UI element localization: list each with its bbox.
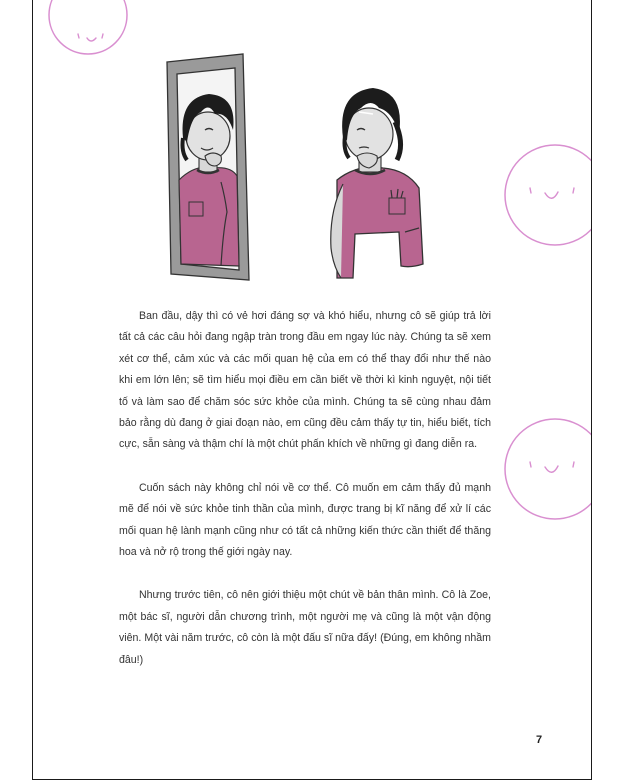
paragraph-1: Ban đầu, dậy thì có vẻ hơi đáng sợ và khó hiểu, nhưng cô sẽ giúp trả lời tất cả các câu hỏi đang ngập tràn trong đầu em ngay lúc này. Chúng ta sẽ xem xét cơ thể, cảm xúc và các mối quan hệ của em có thể thay đổi như thế nào khi em lớn lên; sẽ tìm hiểu mọi điều em cần biết về thời kì kinh nguyệt, nội tiết tố và làm sao để chăm sóc sức khỏe của mình. Chúng ta sẽ cùng nhau đảm bảo rằng dù đang ở giai đoạn nào, em cũng đều cảm thấy tự tin, hiểu biết, tích cực, sẵn sàng và thậm chí là một chút phấn khích về những gì đang diễn ra. bbox=[119, 310, 491, 451]
book-page bbox=[32, 0, 592, 780]
paragraph-3: Nhưng trước tiên, cô nên giới thiệu một chút về bản thân mình. Cô là Zoe, một bác sĩ, người dẫn chương trình, một người mẹ và cũng là một vận động viên. Một vài năm trước, cô còn là một đấu sĩ nữa đấy! (Đúng, em không nhầm đâu!) bbox=[119, 589, 491, 666]
smiley-circle-right-upper-icon bbox=[500, 140, 592, 250]
body-text bbox=[119, 306, 491, 693]
smiley-circle-top-left-icon bbox=[47, 0, 129, 56]
page-number: 7 bbox=[536, 734, 543, 746]
girl-mirror-illustration bbox=[161, 52, 431, 282]
paragraph-2: Cuốn sách này không chỉ nói về cơ thể. Cô muốn em cảm thấy đủ mạnh mẽ để nói về sức khỏe tinh thần của mình, được trang bị kĩ năng để xử lí các mối quan hệ lành mạnh cũng như có tất cả những kiến thức cần thiết để thăng hoa và nở rộ trong thế giới ngày nay. bbox=[119, 481, 491, 559]
smiley-circle-right-lower-icon bbox=[500, 414, 592, 524]
